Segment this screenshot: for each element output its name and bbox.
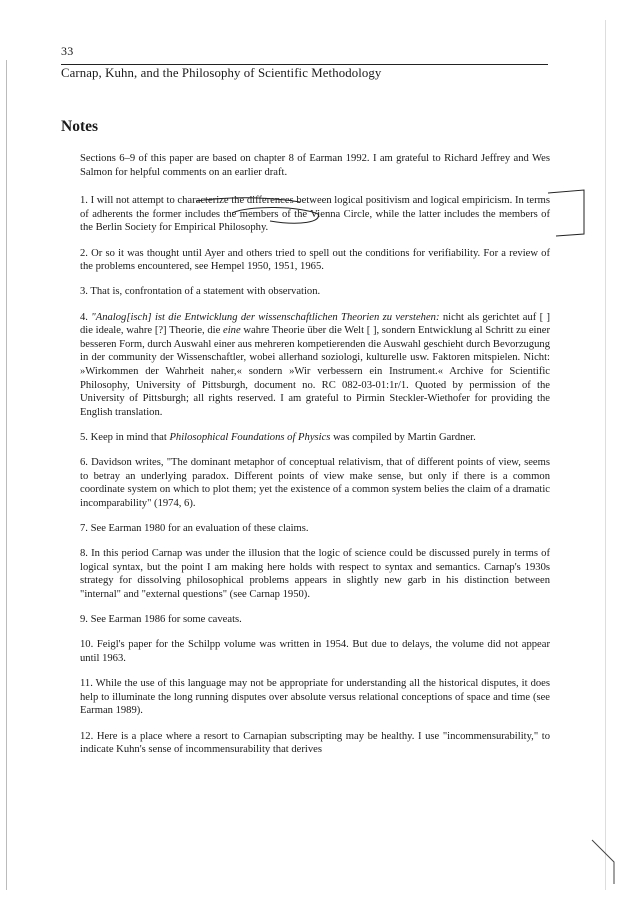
note-11: 11. While the use of this language may not be appropriate for understanding all the historical disputes, it does help to illuminate the long running disputes over absolute versus relational conceptions of space and time (see Earman 1989).	[80, 678, 550, 717]
pen-corner-mark	[592, 840, 614, 884]
note-6: 6. Davidson writes, "The dominant metaphor of conceptual relativism, that of different points of view, seems to betray an underlying paradox. Different points of view make sense, but only if there is a common coordinate system on which to plot them; yet the existence of a common system belies the claim of a dramatic incomparability" (1974, 6).	[80, 457, 550, 509]
pen-bracket-right	[548, 190, 584, 236]
note-4-text-b: wahre Theorie über die Welt [ ], sondern Entwicklung al Schritt zu einer besseren Form, durch Auswahl einer aus mehreren kompetierenden die Auswahl geschieht durch Bevorzugung in der community der Wissenschaftler, wobei allerhand soziologi, kulturelle usw. Faktoren mitspielen. Nicht: »Wirkommen der Wahrheit naher,« sondern »Wir verbessern ein Instrument.« Archive for Scientific Philosophy, University of Pittsburgh, document no. RC 082-03-01:1r/1. Quoted by permission of the University of Pittsburgh; all rights reserved. I am grateful to Pirmin Steckler-Wiethofer for providing the English translation.	[80, 325, 550, 418]
notes-body	[80, 152, 550, 768]
note-4-eine: eine	[223, 325, 241, 337]
note-5	[80, 431, 550, 445]
running-head: Carnap, Kuhn, and the Philosophy of Scientific Methodology	[61, 64, 548, 81]
note-9: 9. See Earman 1986 for some caveats.	[80, 614, 242, 626]
note-1: 1. I will not attempt to characterize the differences between logical positivism and logical empiricism. In terms of adherents the former includes the members of the Vienna Circle, while the latter includes the members of the Berlin Society for Empirical Philosophy.	[80, 195, 550, 234]
section-heading: Notes	[61, 118, 99, 135]
note-8: 8. In this period Carnap was under the illusion that the logic of science could be discussed purely in terms of logical syntax, but the point I am making here holds with respect to syntax and semantics. Carnap's 1930s strategy for dissolving philosophical problems appears in slightly new garb in his distinction between "internal" and "external questions" (see Carnap 1950).	[80, 548, 550, 600]
note-2: 2. Or so it was thought until Ayer and others tried to spell out the conditions for verifiability. For a review of the problems encountered, see Hempel 1950, 1951, 1965.	[80, 247, 550, 273]
page-number: 33	[61, 44, 74, 58]
note-4-text-a: nicht als gerichtet auf [ ] die ideale, wahre [?] Theorie, die	[80, 311, 551, 337]
note-5-prefix: 5. Keep in mind that	[80, 431, 170, 443]
scan-margin-line-right	[605, 20, 606, 890]
note-4: 4. "Analog[isch] ist die Entwicklung der wissenschaftlichen Theorien zu verstehen: nicht als gerichtet auf [ ] die ideale, wahre [?] Theorie, die eine wahre Theorie über die Welt [ ], sondern Entwicklung al Schritt zu einer besseren Form, durch Auswahl einer aus mehreren kompetierenden die Auswahl geschieht durch Bevorzugung in der community der Wissenschaftler, wobei allerhand soziologi, kulturelle usw. Faktoren mitspielen. Nicht: »Wirkommen der Wahrheit naher,« sondern »Wir verbessern ein Instrument.« Archive for Scientific Philosophy, University of Pittsburgh, document no. RC 082-03-01:1r/1. Quoted by permission of the University of Pittsburgh; all rights reserved. I am grateful to Pirmin Steckler-Wiethofer for providing the English translation.	[80, 311, 551, 418]
note-5-book-title: Philosophical Foundations of Physics	[169, 431, 331, 443]
note-12: 12. Here is a place where a resort to Carnapian subscripting may be healthy. I use "incommensurability," to indicate Kuhn's sense of incommensurability that derives	[80, 730, 550, 756]
scan-margin-line-left	[6, 60, 7, 890]
note-10: 10. Feigl's paper for the Schilpp volume was written in 1954. But due to delays, the volume did not appear until 1963.	[80, 639, 550, 664]
note-4-quote: "Analog[isch] ist die Entwicklung der wissenschaftlichen Theorien zu verstehen:	[91, 311, 440, 323]
note-7: 7. See Earman 1980 for an evaluation of these claims.	[80, 523, 309, 535]
note-5-suffix: was compiled by Martin Gardner.	[330, 431, 476, 443]
note-3: 3. That is, confrontation of a statement with observation.	[80, 286, 321, 298]
acknowledgement-paragraph: Sections 6–9 of this paper are based on chapter 8 of Earman 1992. I am grateful to Richard Jeffrey and Wes Salmon for helpful comments on an earlier draft.	[80, 153, 550, 178]
